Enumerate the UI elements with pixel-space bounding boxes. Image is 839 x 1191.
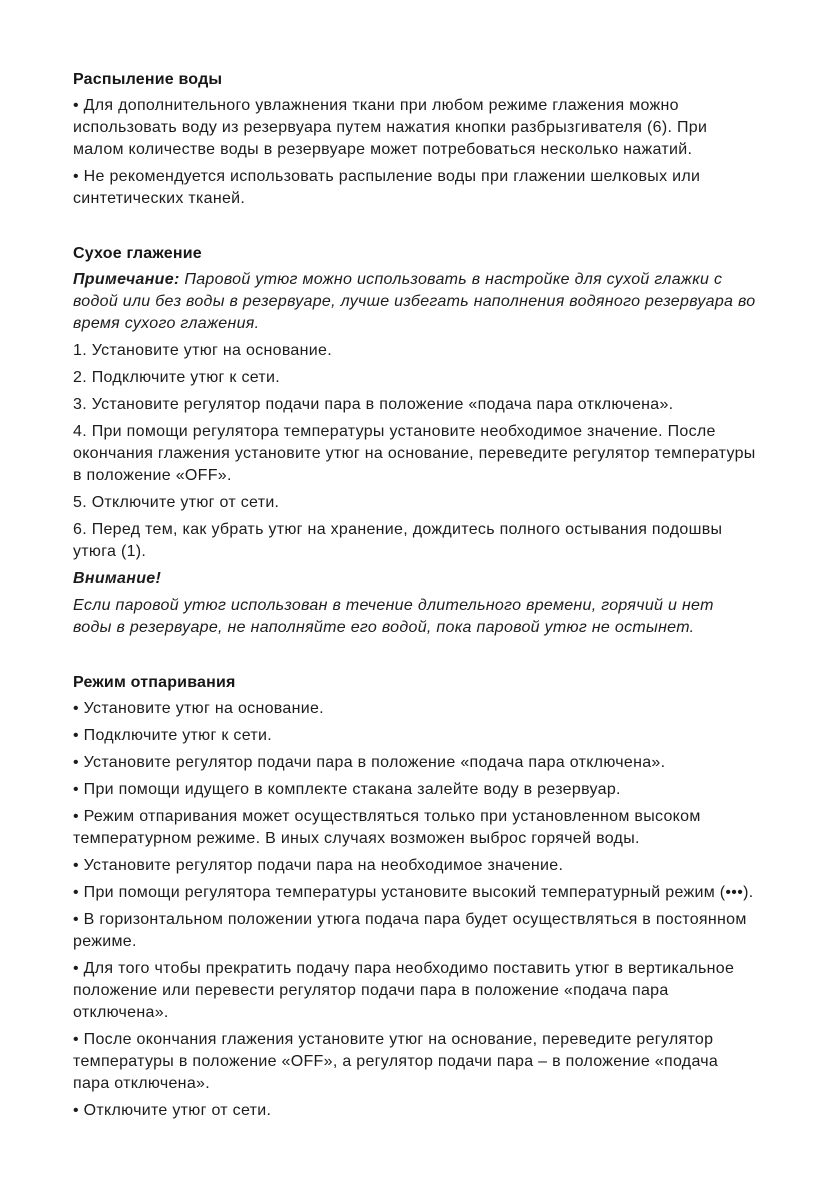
dry-warning-text: Если паровой утюг использован в течение длительного времени, горячий и нет воды в резервуаре, не наполняйте его водой, пока паровой утюг не остынет. [73,597,714,636]
dry-note [73,269,757,335]
steam-item-1: • Установите утюг на основание. [73,700,324,717]
dry-step-3: 3. Установите регулятор подачи пара в положение «подача пара отключена». [73,396,674,413]
section-dry-ironing [73,243,757,639]
section-heading-dry-ironing: Сухое глажение [73,245,202,262]
page-content [73,69,757,1122]
dry-step-1: 1. Установите утюг на основание. [73,342,332,359]
dry-step-4: 4. При помощи регулятора температуры установите необходимое значение. После окончания глажения установите утюг на основание, переведите регулятор температуры в положение «OFF». [73,423,756,484]
section-steam-mode [73,672,757,1122]
section-water-spray [73,69,757,210]
steam-item-4: • При помощи идущего в комплекте стакана залейте воду в резервуар. [73,781,621,798]
dry-note-label: Примечание: [73,271,180,288]
spray-item-1: • Для дополнительного увлажнения ткани при любом режиме глажения можно использовать воду из резервуара путем нажатия кнопки разбрызгивателя (6). При малом количестве воды в резервуаре может потребоваться несколько нажатий. [73,97,708,158]
section-heading-steam-mode: Режим отпаривания [73,674,236,691]
spray-item-2: • Не рекомендуется использовать распыление воды при глажении шелковых или синтетических тканей. [73,168,701,207]
dry-note-text: Паровой утюг можно использовать в настройке для сухой глажки с водой или без воды в резервуаре, лучше избегать наполнения водяного резервуара во время сухого глажения. [73,271,756,332]
steam-item-3: • Установите регулятор подачи пара в положение «подача пара отключена». [73,754,666,771]
section-heading-water-spray: Распыление воды [73,71,223,88]
dry-step-5: 5. Отключите утюг от сети. [73,494,280,511]
steam-item-7: • При помощи регулятора температуры установите высокий температурный режим (•••). [73,884,754,901]
steam-item-5: • Режим отпаривания может осуществляться только при установленном высоком температурном режиме. В иных случаях возможен выброс горячей воды. [73,808,701,847]
dry-warning-label: Внимание! [73,570,162,587]
steam-item-10: • После окончания глажения установите утюг на основание, переведите регулятор температуры в положение «OFF», а регулятор подачи пара – в положение «подача пара отключена». [73,1031,719,1092]
dry-step-2: 2. Подключите утюг к сети. [73,369,281,386]
steam-item-6: • Установите регулятор подачи пара на необходимое значение. [73,857,564,874]
steam-item-2: • Подключите утюг к сети. [73,727,272,744]
steam-item-9: • Для того чтобы прекратить подачу пара необходимо поставить утюг в вертикальное положение или перевести регулятор подачи пара в положение «подача пара отключена». [73,960,735,1021]
dry-step-6: 6. Перед тем, как убрать утюг на хранение, дождитесь полного остывания подошвы утюга (1). [73,521,723,560]
steam-item-8: • В горизонтальном положении утюга подача пара будет осуществляться в постоянном режиме. [73,911,747,950]
steam-item-11: • Отключите утюг от сети. [73,1102,272,1119]
